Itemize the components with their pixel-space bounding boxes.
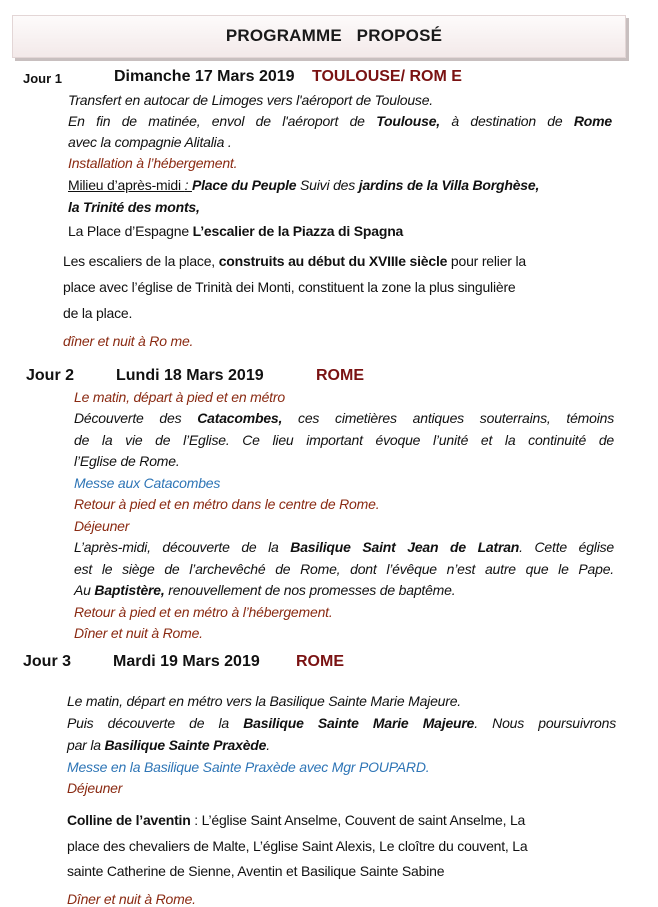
text-span: . [266, 737, 270, 753]
place-name: L’escalier de la Piazza di Spagna [192, 223, 404, 239]
text-line: Déjeuner [74, 518, 130, 534]
text-line: de la place. [63, 305, 133, 321]
text-span: : L’église Saint Anselme, Couvent de saint Anselme, La [190, 812, 526, 828]
text-span: construits au début du XVIIIe siècle [218, 253, 448, 269]
page-title: PROGRAMME PROPOSÉ [225, 26, 443, 45]
text-span: ces cimetières antiques souterrains, témoins [282, 410, 615, 426]
place-name: Basilique Sainte Marie Majeure [243, 715, 475, 731]
section-label: Milieu d’après-midi [68, 177, 185, 193]
text-line: avec la compagnie Alitalia . [68, 134, 232, 150]
text-span: L’après-midi, découverte de la [74, 539, 291, 555]
text-span: à destination de [439, 113, 574, 129]
day-label: Jour 3 [23, 653, 72, 670]
day-city: TOULOUSE/ ROM E [312, 68, 462, 85]
day-label: Jour 2 [26, 367, 75, 384]
text-line [67, 812, 525, 828]
place-name: Baptistère, [94, 582, 165, 598]
text-span: pour relier la [447, 253, 526, 269]
text-line: Messe en la Basilique Sainte Praxède avec Mgr POUPARD. [67, 759, 430, 775]
text-span: Suivi des [296, 177, 359, 193]
text-span: par la [67, 737, 105, 753]
text-span: Puis découverte de la [67, 715, 244, 731]
day-label: Jour 1 [23, 71, 63, 86]
place-name: Basilique Sainte Praxède [104, 737, 267, 753]
text-line: Retour à pied et en métro dans le centre de Rome. [74, 496, 380, 512]
text-line [74, 539, 614, 555]
text-span: : [184, 177, 192, 193]
text-span: Découverte des [74, 410, 198, 426]
text-line [67, 715, 616, 731]
text-span: En fin de matinée, envol de l'aéroport de [68, 113, 377, 129]
day-2-header [0, 367, 658, 387]
place-name: Catacombes, [197, 410, 283, 426]
place-name: Basilique Saint Jean de Latran [290, 539, 520, 555]
text-line: Le matin, départ en métro vers la Basilique Sainte Marie Majeure. [67, 693, 461, 709]
text-line-cut-off: Dîner et nuit à Rome. [67, 891, 196, 907]
place-name: Toulouse, [376, 113, 440, 129]
text-line: Retour à pied et en métro à l’hébergement. [74, 604, 333, 620]
text-line: est le siège de l’archevêché de Rome, dont l’évêque n’est autre que le Pape. [74, 561, 614, 577]
text-line [68, 177, 539, 193]
place-name: jardins de la Villa Borghèse, [358, 177, 540, 193]
text-span: . Nous poursuivrons [474, 715, 617, 731]
text-span: Les escaliers de la place, [63, 253, 219, 269]
text-line: dîner et nuit à Ro me. [63, 333, 194, 349]
text-line: Déjeuner [67, 780, 123, 796]
day-date: Dimanche 17 Mars 2019 [114, 68, 295, 85]
place-name: Place du Peuple [191, 177, 297, 193]
day-date: Lundi 18 Mars 2019 [116, 367, 264, 384]
text-line [67, 737, 270, 753]
text-line: sainte Catherine de Sienne, Aventin et Basilique Sainte Sabine [67, 863, 445, 879]
day-3-header [0, 653, 658, 673]
text-line: Le matin, départ à pied et en métro [74, 389, 285, 405]
text-span: . Cette église [519, 539, 614, 555]
text-line [74, 410, 614, 426]
text-line [63, 253, 526, 269]
text-line: de la vie de l’Eglise. Ce lieu important évoque l’unité et la continuité de [74, 432, 614, 448]
day-city: ROME [296, 653, 344, 670]
text-line: Installation à l’hébergement. [68, 155, 238, 171]
text-line: la Trinité des monts, [68, 199, 200, 215]
text-line: place avec l’église de Trinità dei Monti, constituent la zone la plus singulière [63, 279, 516, 295]
text-line: l’Eglise de Rome. [74, 453, 180, 469]
text-line: Transfert en autocar de Limoges vers l'aéroport de Toulouse. [68, 92, 433, 108]
text-line: place des chevaliers de Malte, L’église Saint Alexis, Le cloître du couvent, La [67, 838, 528, 854]
text-line [68, 223, 403, 239]
text-line: Messe aux Catacombes [74, 475, 221, 491]
day-1-header [0, 68, 658, 88]
section-label: Colline de l’aventin [67, 812, 191, 828]
text-line: Dîner et nuit à Rome. [74, 625, 203, 641]
day-date: Mardi 19 Mars 2019 [113, 653, 260, 670]
text-span: La Place d’Espagne [68, 223, 193, 239]
programme-title-box [12, 15, 626, 58]
day-city: ROME [316, 367, 364, 384]
text-line [74, 582, 455, 598]
text-span: Au [74, 582, 95, 598]
place-name: Rome [573, 113, 612, 129]
text-span: renouvellement de nos promesses de baptême. [164, 582, 456, 598]
text-line [68, 113, 612, 129]
